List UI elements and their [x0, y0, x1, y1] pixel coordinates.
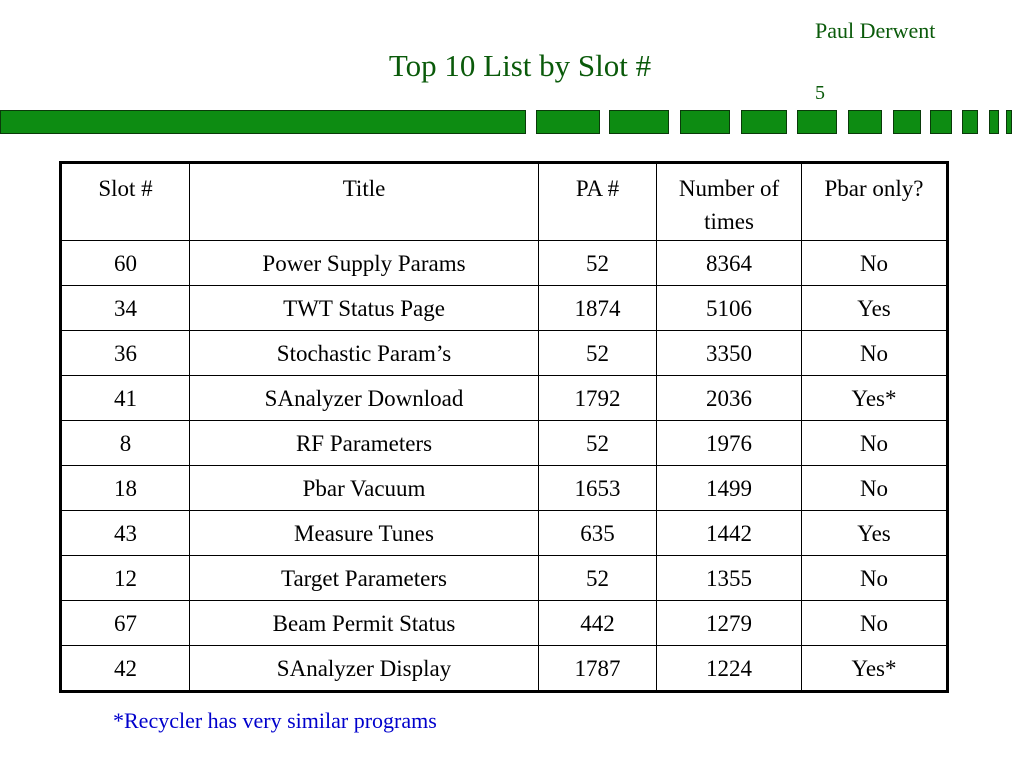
cell-pbar-only: Yes* — [802, 646, 948, 692]
slide-title: Top 10 List by Slot # — [388, 48, 652, 83]
cell-pa: 1792 — [539, 376, 657, 421]
decorative-bar — [0, 110, 526, 134]
table-row — [61, 646, 948, 692]
cell-title: SAnalyzer Display — [190, 646, 539, 692]
cell-number-of-times: 1976 — [657, 421, 802, 466]
decorative-bar — [930, 110, 952, 134]
table-row — [61, 376, 948, 421]
decorative-bar — [848, 110, 882, 134]
top-10-table — [59, 161, 949, 693]
cell-number-of-times: 1355 — [657, 556, 802, 601]
author-name: Paul Derwent — [815, 18, 936, 43]
cell-pbar-only: Yes* — [802, 376, 948, 421]
header-slot: Slot # — [61, 163, 190, 241]
cell-number-of-times: 2036 — [657, 376, 802, 421]
cell-title: SAnalyzer Download — [190, 376, 539, 421]
decorative-bar — [741, 110, 787, 134]
cell-pbar-only: No — [802, 241, 948, 286]
cell-pa: 1787 — [539, 646, 657, 692]
cell-title: Measure Tunes — [190, 511, 539, 556]
cell-pa: 1874 — [539, 286, 657, 331]
cell-pa: 52 — [539, 421, 657, 466]
cell-pa: 52 — [539, 241, 657, 286]
cell-slot: 43 — [61, 511, 190, 556]
cell-slot: 12 — [61, 556, 190, 601]
cell-pbar-only: No — [802, 421, 948, 466]
cell-pbar-only: Yes — [802, 511, 948, 556]
cell-pa: 635 — [539, 511, 657, 556]
header-title: Title — [190, 163, 539, 241]
table-row — [61, 511, 948, 556]
header-number-of-times: Number of times — [657, 163, 802, 241]
cell-title: Power Supply Params — [190, 241, 539, 286]
decorative-bar — [1006, 110, 1012, 134]
cell-pa: 1653 — [539, 466, 657, 511]
decorative-bar — [609, 110, 669, 134]
cell-number-of-times: 3350 — [657, 331, 802, 376]
table-row — [61, 421, 948, 466]
cell-number-of-times: 1442 — [657, 511, 802, 556]
cell-pbar-only: No — [802, 556, 948, 601]
cell-number-of-times: 1279 — [657, 601, 802, 646]
cell-title: Pbar Vacuum — [190, 466, 539, 511]
cell-number-of-times: 1499 — [657, 466, 802, 511]
table-row — [61, 556, 948, 601]
table-row — [61, 466, 948, 511]
cell-pbar-only: No — [802, 466, 948, 511]
decorative-bar — [962, 110, 978, 134]
cell-slot: 34 — [61, 286, 190, 331]
table-row — [61, 286, 948, 331]
decorative-bar — [797, 110, 837, 134]
cell-number-of-times: 8364 — [657, 241, 802, 286]
cell-title: RF Parameters — [190, 421, 539, 466]
cell-number-of-times: 5106 — [657, 286, 802, 331]
table-header-row — [61, 163, 948, 241]
cell-pa: 442 — [539, 601, 657, 646]
page-number: 5 — [815, 82, 825, 104]
cell-pbar-only: Yes — [802, 286, 948, 331]
cell-pbar-only: No — [802, 331, 948, 376]
cell-title: TWT Status Page — [190, 286, 539, 331]
cell-slot: 41 — [61, 376, 190, 421]
cell-slot: 60 — [61, 241, 190, 286]
decorative-bar — [680, 110, 730, 134]
header-pa: PA # — [539, 163, 657, 241]
cell-slot: 18 — [61, 466, 190, 511]
cell-slot: 67 — [61, 601, 190, 646]
decorative-bar — [893, 110, 921, 134]
cell-pbar-only: No — [802, 601, 948, 646]
cell-title: Beam Permit Status — [190, 601, 539, 646]
table-row — [61, 241, 948, 286]
cell-slot: 8 — [61, 421, 190, 466]
table-row — [61, 331, 948, 376]
cell-number-of-times: 1224 — [657, 646, 802, 692]
decorative-bar — [989, 110, 999, 134]
cell-pa: 52 — [539, 556, 657, 601]
footnote: *Recycler has very similar programs — [113, 708, 437, 733]
cell-pa: 52 — [539, 331, 657, 376]
cell-title: Target Parameters — [190, 556, 539, 601]
cell-title: Stochastic Param’s — [190, 331, 539, 376]
table-row — [61, 601, 948, 646]
cell-slot: 42 — [61, 646, 190, 692]
decorative-bar — [536, 110, 600, 134]
header-pbar-only: Pbar only? — [802, 163, 948, 241]
cell-slot: 36 — [61, 331, 190, 376]
